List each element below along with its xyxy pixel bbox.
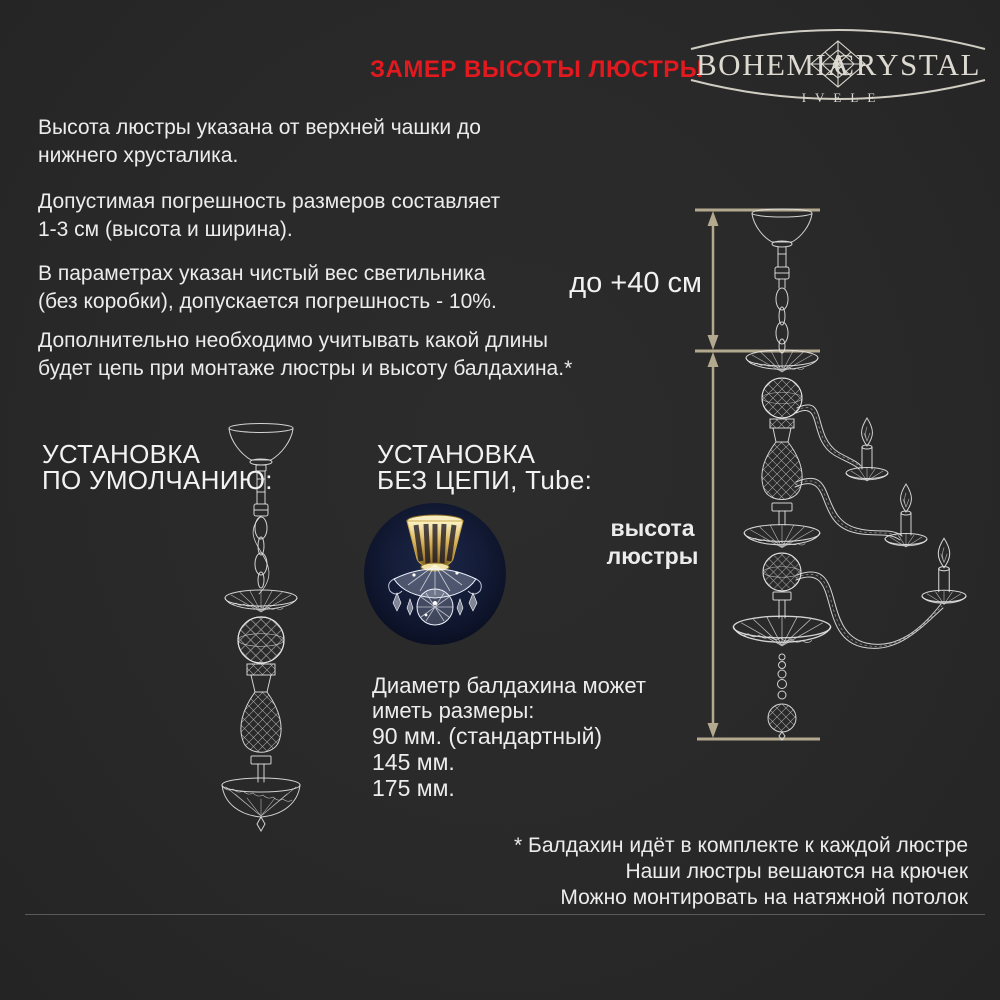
intro-paragraph-4: Дополнительно необходимо учитывать какой длины будет цепь при монтаже люстры и высоту балдахина.* <box>38 329 573 380</box>
bottom-divider <box>25 914 985 915</box>
candle <box>846 418 888 481</box>
height-measure-arrow <box>708 352 719 738</box>
intro-paragraph-3: В параметрах указан чистый вес светильника (без коробки), допускается погрешность - 10%. <box>38 262 497 313</box>
candle <box>922 538 966 604</box>
intro-paragraph-2: Допустимая погрешность размеров составляет 1-3 см (высота и ширина). <box>38 190 501 241</box>
brand-logo <box>688 22 988 110</box>
canopy-size-item: 145 мм. <box>372 749 455 775</box>
logo-word-crystal: CRYSTAL <box>833 47 981 82</box>
intro-paragraph-1: Высота люстры указана от верхней чашки до нижнего хрусталика. <box>38 116 481 167</box>
chandelier-height-label: высота люстры <box>606 515 699 569</box>
chandelier-arm <box>795 478 902 540</box>
heading-install-default: УСТАНОВКА ПО УМОЛЧАНИЮ: <box>42 439 273 495</box>
canopy-diameter-note: Диаметр балдахина может иметь размеры: <box>372 673 646 723</box>
logo-sub-ivele: IVELE <box>801 90 885 105</box>
footnote-line: Можно монтировать на натяжной потолок <box>560 886 968 909</box>
canopy-size-list <box>372 723 602 801</box>
chandelier-measurement-diagram <box>660 195 1000 755</box>
chandelier-arm <box>796 405 861 469</box>
heading-install-no-chain: УСТАНОВКА БЕЗ ЦЕПИ, Tube: <box>377 439 593 495</box>
pendant-chandelier-drawing <box>195 418 335 833</box>
chain-length-label: до +40 см <box>569 267 702 299</box>
footnotes <box>514 833 968 911</box>
footnote-line: Наши люстры вешаются на крючек <box>625 860 968 883</box>
chain-measure-arrow <box>708 211 719 350</box>
chandelier-line-art <box>733 209 966 740</box>
canopy-photo-art <box>364 503 506 645</box>
logo-word-bohemia: BOHEMIA <box>696 47 852 82</box>
page-title: ЗАМЕР ВЫСОТЫ ЛЮСТРЫ <box>370 56 704 83</box>
candle <box>885 484 927 547</box>
canopy-size-item: 90 мм. (стандартный) <box>372 723 603 749</box>
canopy-size-item: 175 мм. <box>372 775 455 801</box>
footnote-line: * Балдахин идёт в комплекте к каждой люстре <box>514 834 968 857</box>
canopy-photo <box>364 503 506 645</box>
